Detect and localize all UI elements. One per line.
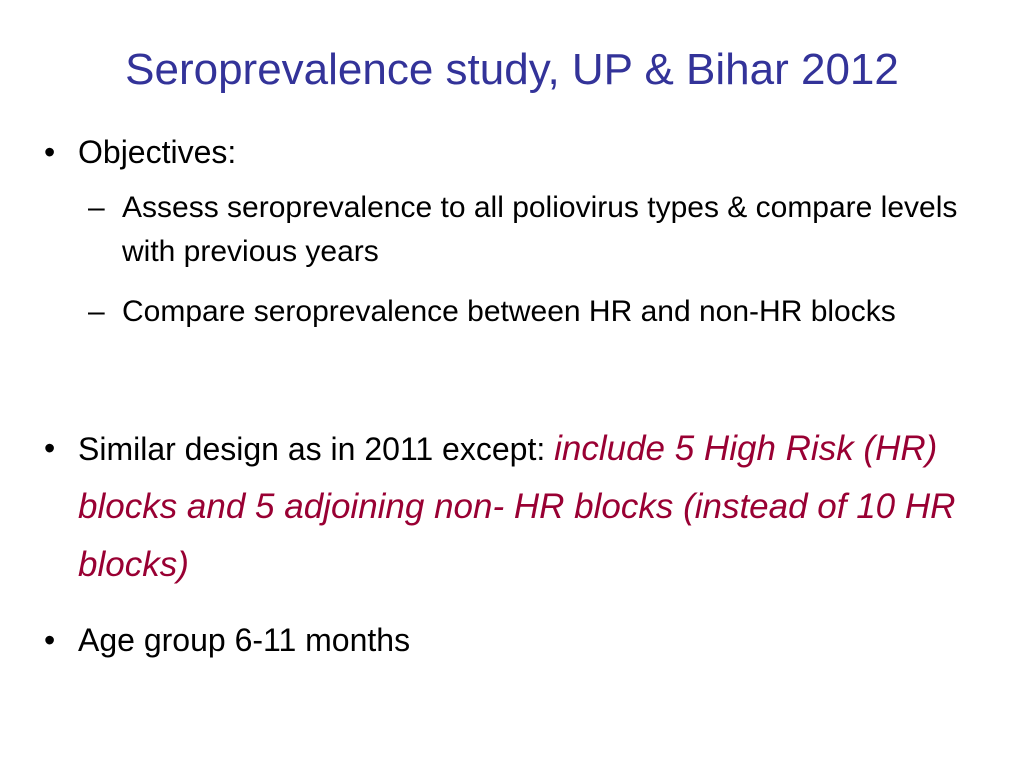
subbullet-text: Compare seroprevalence between HR and non-HR blocks — [122, 295, 896, 328]
subbullet-assess — [88, 186, 968, 274]
bullet-text: Similar design as in 2011 except: — [78, 431, 555, 467]
subbullet-marker: – — [88, 191, 105, 224]
bullet-marker: • — [44, 622, 56, 658]
bullet-objectives — [30, 128, 970, 176]
bullet-design — [30, 420, 970, 594]
bullet-text: Objectives: — [78, 134, 237, 170]
subbullet-compare — [88, 290, 968, 334]
emphasis-text: include 5 High Risk (HR) blocks and 5 adjoining non- HR blocks (instead of 10 HR blocks) — [78, 429, 956, 584]
slide-title: Seroprevalence study, UP & Bihar 2012 — [125, 45, 899, 94]
bullet-text: Age group 6-11 months — [78, 622, 411, 658]
bullet-marker: • — [44, 430, 56, 466]
subbullet-marker: – — [88, 295, 105, 328]
bullet-age-group — [30, 616, 970, 664]
subbullet-text: Assess seroprevalence to all poliovirus types & compare levels with previous years — [122, 191, 958, 268]
bullet-marker: • — [44, 134, 56, 170]
